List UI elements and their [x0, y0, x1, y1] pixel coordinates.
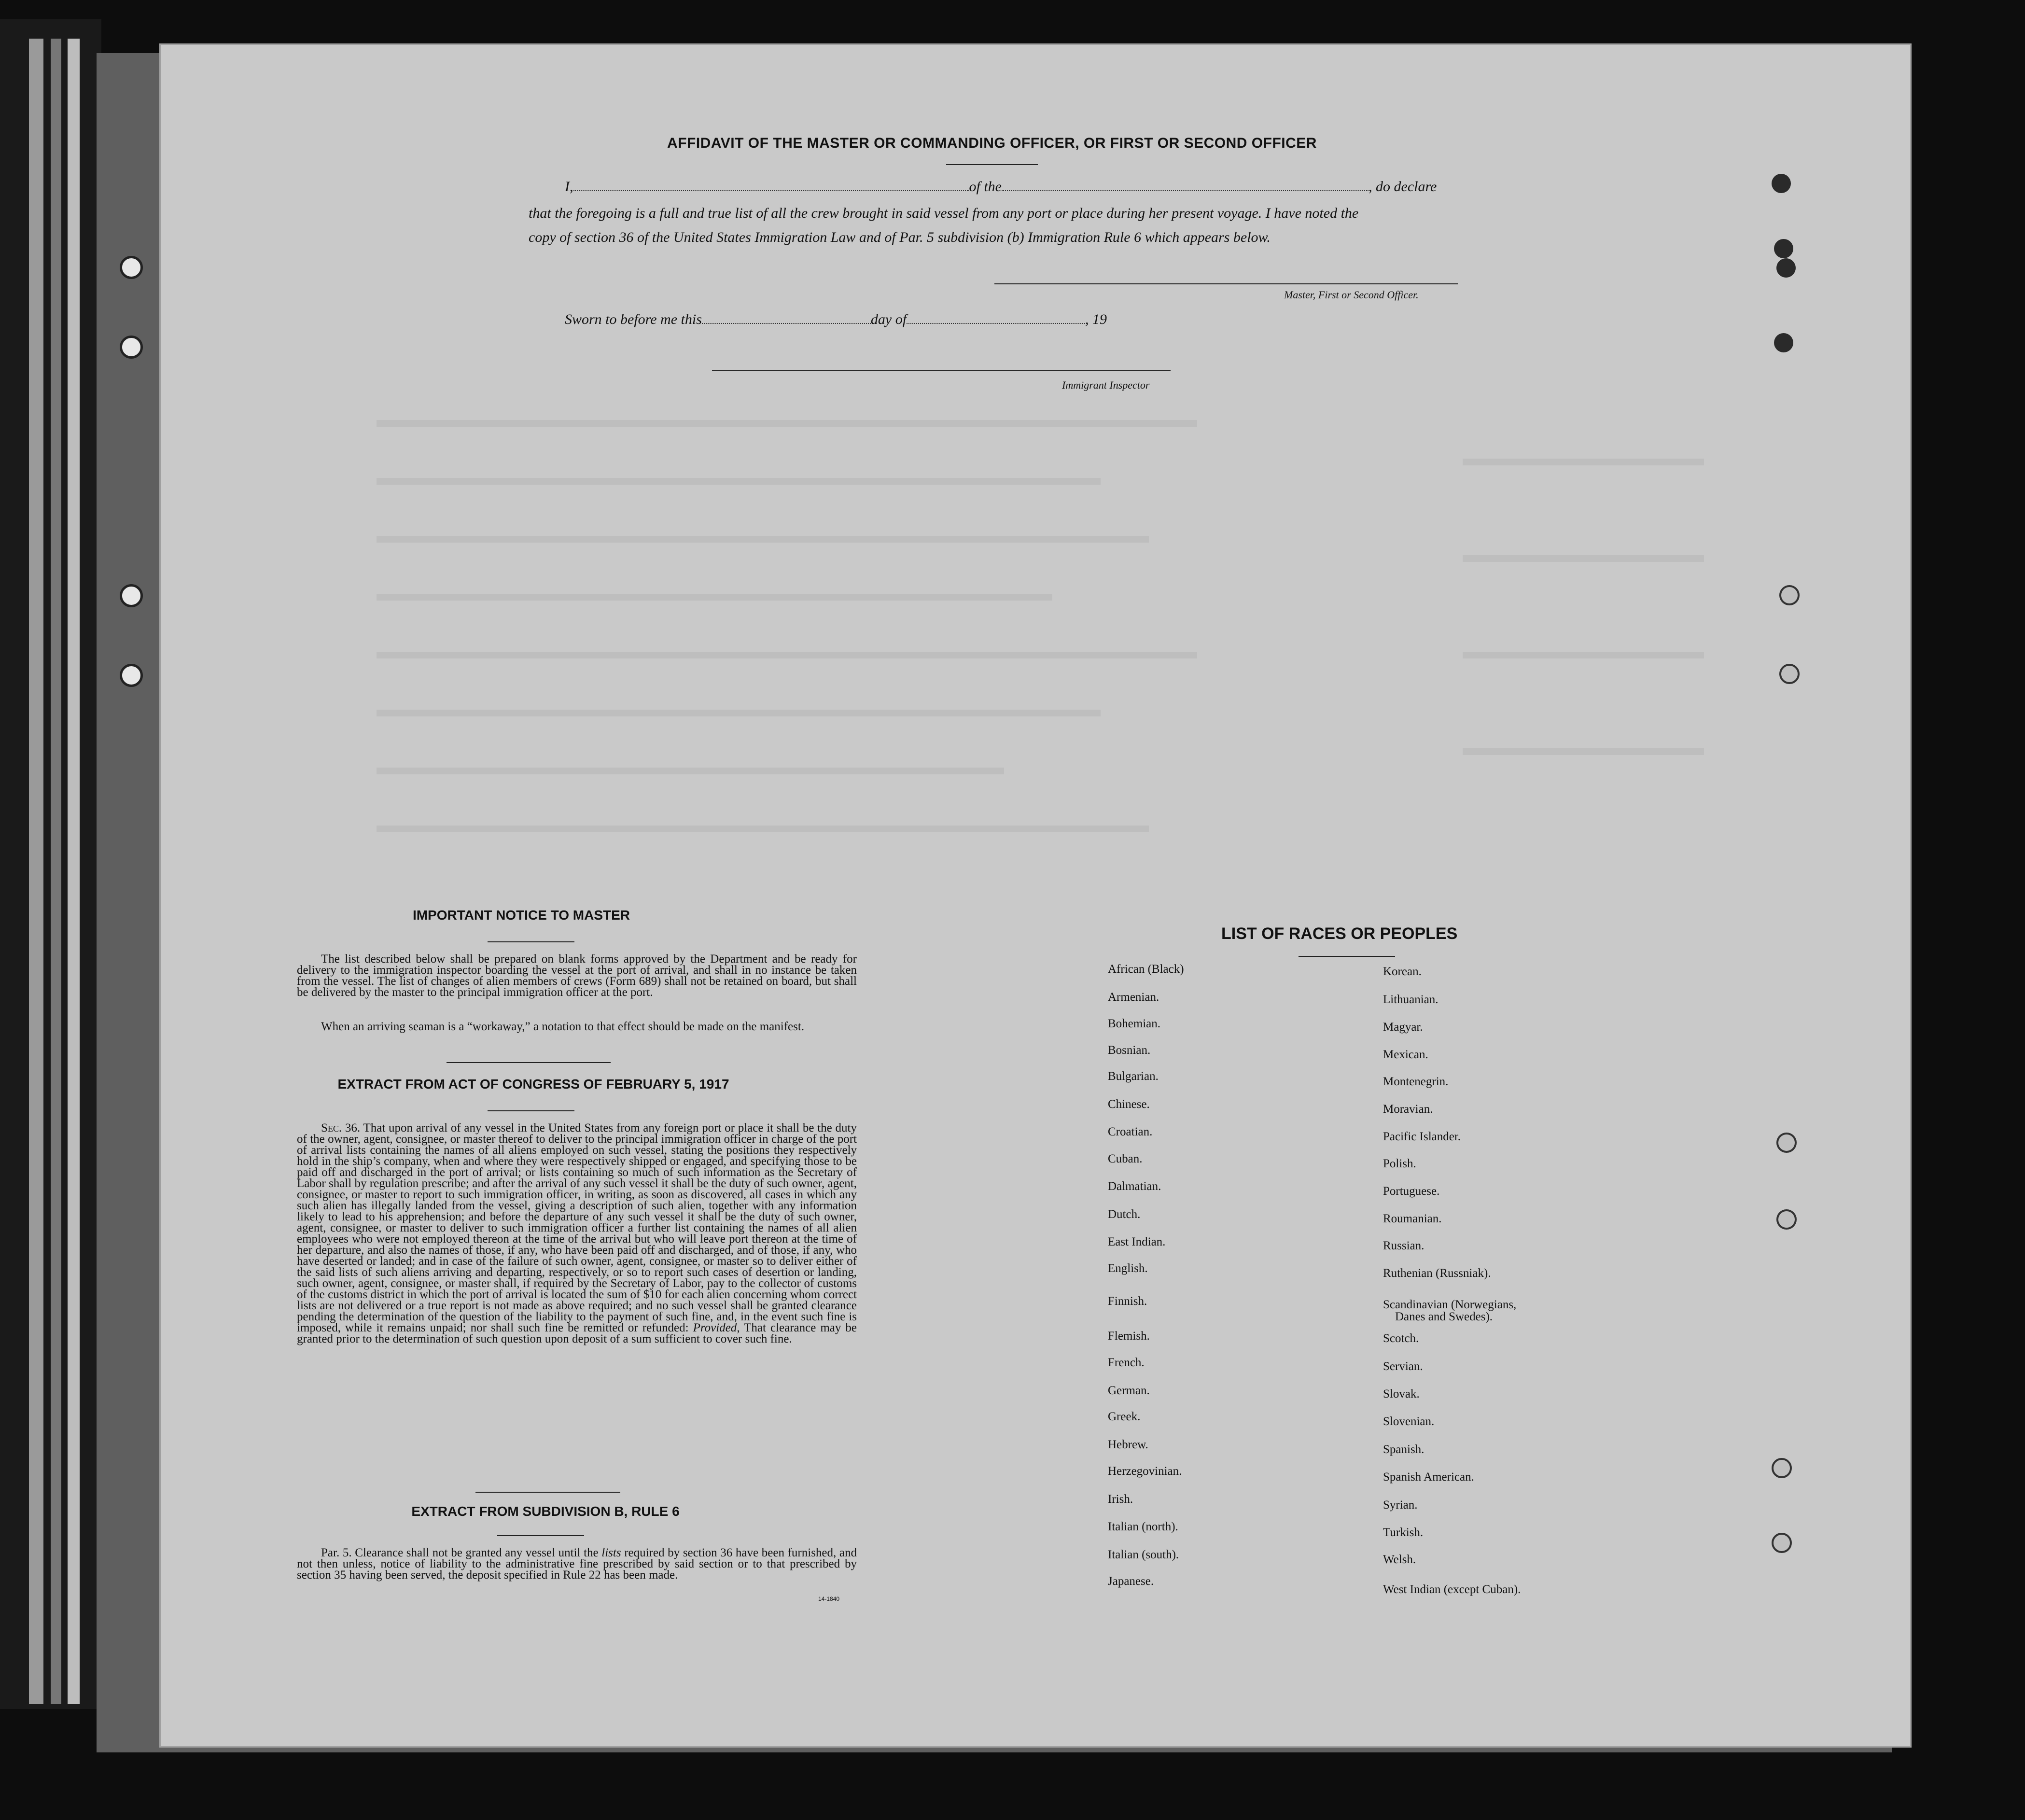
punch-hole	[120, 336, 143, 359]
race-item: Bulgarian.	[1108, 1070, 1159, 1083]
lists-word: lists	[601, 1546, 621, 1559]
race-item: Greek.	[1108, 1410, 1141, 1423]
rule6-paragraph	[297, 1547, 857, 1581]
race-item: Italian (south).	[1108, 1548, 1179, 1561]
heading-rule	[488, 1110, 574, 1111]
title-underline	[946, 164, 1038, 165]
act-body: That upon arrival of any vessel in the United States from any foreign port or place it shall be the duty of the owner, agent, consignee, or master thereof to deliver to the principal immigration officer in charge of the port of arrival lists containing the names of all aliens employed on such vessel, stating the positions they respectively hold in the ship’s company, when and where they were respectively shipped or engaged, and specifying those to be paid off and discharged in the port of arrival; or lists containing so much of such information as the Secretary of Labor shall by regulation prescribe; and after the arrival of any such vessel it shall be the duty of such owner, agent, consignee, or master to report to such immigration officer, in writing, as soon as discovered, all cases in which any such alien has illegally landed from the vessel, giving a description of such alien, together with any information likely to lead to his apprehension; and before the departure of any such vessel it shall be the duty of such owner, agent, consignee, or master to deliver to such immigration officer a further list containing the names of all alien employees who were not employed thereon at the time of the arrival but who will leave port thereon at the time of her departure, and also the names of those, if any, who have been paid off and discharged, and of those, if any, who have deserted or landed; and in case of the failure of such owner, agent, consignee, or master so to deliver either of the said lists of such aliens arriving and departing, respectively, or so to report such cases of desertion or landing, such owner, agent, consignee, or master shall, if required by the Secretary of Labor, pay to the collector of customs of the customs district in which the port of arrival is located the sum of $10 for each alien concerning whom correct lists are not delivered or a true report is not made as above required; and no such vessel shall be granted clearance pending the determination of the question of the liability to the payment of such fine, and, in the event such fine is imposed, while it remains unpaid; nor shall such fine be remitted or refunded:	[297, 1121, 857, 1334]
race-item: German.	[1108, 1384, 1150, 1397]
name-field[interactable]	[573, 180, 969, 191]
vessel-field[interactable]	[1002, 180, 1369, 191]
day-of-label: day of	[870, 311, 907, 327]
bleed-through	[1463, 748, 1704, 755]
bleed-through	[377, 826, 1149, 832]
year-prefix: , 19	[1085, 311, 1107, 327]
rule6-text-a: Par. 5. Clearance shall not be granted any vessel until the	[321, 1546, 599, 1559]
race-item: Scotch.	[1383, 1332, 1419, 1345]
race-item: Japanese.	[1108, 1575, 1154, 1588]
ink-blot	[1774, 239, 1793, 258]
race-item: Finnish.	[1108, 1295, 1147, 1308]
bleed-through	[377, 652, 1197, 658]
sworn-month-field[interactable]	[907, 312, 1085, 324]
race-item: Servian.	[1383, 1360, 1423, 1373]
act-heading: EXTRACT FROM ACT OF CONGRESS OF FEBRUARY 5, 1917	[337, 1077, 729, 1092]
section-label: Sec. 36.	[321, 1121, 361, 1134]
races-heading: LIST OF RACES OR PEOPLES	[1221, 924, 1458, 943]
race-item: Turkish.	[1383, 1526, 1424, 1539]
race-item: Herzegovinian.	[1108, 1465, 1182, 1478]
race-item: Mexican.	[1383, 1048, 1428, 1061]
affidavit-text-line: that the foregoing is a full and true list of all the crew brought in said vessel from any port or place during her present voyage. I have noted the	[529, 205, 1359, 221]
race-item: Ruthenian (Russniak).	[1383, 1267, 1491, 1280]
notice-paragraph: When an arriving seaman is a “workaway,” a notation to that effect should be made on the manifest.	[321, 1020, 805, 1033]
race-item: English.	[1108, 1262, 1148, 1275]
race-item: Bohemian.	[1108, 1017, 1161, 1030]
race-item: Lithuanian.	[1383, 993, 1438, 1006]
binder-strip	[51, 39, 61, 1704]
race-item: Cuban.	[1108, 1152, 1143, 1165]
bleed-through	[1463, 555, 1704, 562]
master-signature-label: Master, First or Second Officer.	[1284, 289, 1419, 301]
act-paragraph	[297, 1122, 857, 1344]
race-item: Russian.	[1383, 1239, 1424, 1252]
sworn-line	[565, 311, 1107, 328]
race-item: Italian (north).	[1108, 1520, 1178, 1533]
notice-heading: IMPORTANT NOTICE TO MASTER	[412, 908, 630, 923]
race-item: East Indian.	[1108, 1235, 1166, 1248]
bleed-through	[1463, 652, 1704, 658]
race-item: Korean.	[1383, 965, 1422, 978]
race-item: Flemish.	[1108, 1330, 1150, 1343]
bleed-through	[377, 768, 1004, 774]
race-item: African (Black)	[1108, 963, 1184, 976]
race-item: Moravian.	[1383, 1103, 1433, 1116]
rule6-heading: EXTRACT FROM SUBDIVISION B, RULE 6	[411, 1504, 680, 1519]
proviso-text: That clearance may be granted prior to the determination of such question upon deposit of a sum sufficient to cover such fine.	[297, 1321, 857, 1345]
binder-strip	[29, 39, 43, 1704]
race-item: West Indian (except Cuban).	[1383, 1583, 1521, 1596]
race-item: French.	[1108, 1356, 1145, 1369]
affidavit-text-line: copy of section 36 of the United States Immigration Law and of Par. 5 subdivision (b) Immigration Rule 6 which appears below.	[529, 229, 1271, 245]
race-item: Spanish American.	[1383, 1470, 1474, 1484]
race-item: Irish.	[1108, 1493, 1133, 1506]
punch-hole	[1772, 1458, 1792, 1478]
race-item: Scandinavian (Norwegians,	[1383, 1298, 1517, 1311]
race-item: Portuguese.	[1383, 1185, 1440, 1198]
race-item: Hebrew.	[1108, 1438, 1148, 1451]
race-item: Roumanian.	[1383, 1212, 1442, 1225]
heading-rule	[497, 1535, 584, 1536]
ink-blot	[1776, 258, 1796, 278]
ink-blot	[1772, 174, 1791, 193]
race-item: Slovak.	[1383, 1387, 1420, 1400]
inspector-signature-line[interactable]	[712, 370, 1171, 371]
proviso-word: Provided,	[693, 1321, 740, 1334]
punch-hole	[120, 256, 143, 279]
race-item: Magyar.	[1383, 1021, 1423, 1034]
binder-strip	[68, 39, 80, 1704]
heading-rule	[1299, 956, 1395, 957]
rule6-text-b: required by section 36 have been furnished, and not then unless, notice of liability to the administrative fine prescribed by said section or to that prescribed by section 35 having been served, the deposit specified in Rule 22 has been made.	[297, 1546, 857, 1582]
document-page	[159, 43, 1912, 1748]
race-item: Bosnian.	[1108, 1044, 1151, 1057]
race-item: Syrian.	[1383, 1498, 1418, 1512]
race-item-continuation: Danes and Swedes).	[1395, 1310, 1493, 1323]
race-item: Dalmatian.	[1108, 1180, 1161, 1193]
section-rule	[475, 1492, 620, 1493]
race-item: Pacific Islander.	[1383, 1130, 1461, 1143]
declare-label: , do declare	[1369, 179, 1437, 195]
race-item: Welsh.	[1383, 1553, 1416, 1566]
punch-hole	[120, 584, 143, 607]
race-item: Slovenian.	[1383, 1415, 1435, 1428]
bleed-through	[377, 594, 1052, 601]
notice-paragraph: The list described below shall be prepared on blank forms approved by the Department and be ready for delivery to the immigration inspector boarding the vessel at the port of arrival, and shall in no instance be taken from the vessel. The list of changes of alien members of crews (Form 689) shall not be retained on board, but shall be delivered by the master to the principal immigration officer at the port.	[297, 952, 857, 999]
race-item: Montenegrin.	[1383, 1075, 1449, 1088]
bleed-through	[377, 478, 1101, 485]
ink-blot	[1774, 333, 1793, 352]
punch-hole	[120, 664, 143, 687]
race-item: Spanish.	[1383, 1443, 1424, 1456]
sworn-day-field[interactable]	[702, 312, 871, 324]
punch-hole	[1779, 585, 1800, 605]
bleed-through	[377, 536, 1149, 543]
race-item: Armenian.	[1108, 991, 1159, 1004]
affidavit-declaration-line	[565, 179, 1437, 195]
sworn-label: Sworn to before me this	[565, 311, 702, 327]
bleed-through	[377, 710, 1101, 716]
punch-hole	[1779, 664, 1800, 684]
race-item: Polish.	[1383, 1157, 1416, 1170]
heading-rule	[488, 941, 574, 942]
section-rule	[447, 1062, 611, 1063]
i-label: I,	[565, 179, 573, 195]
inspector-signature-label: Immigrant Inspector	[1062, 379, 1150, 391]
punch-hole	[1772, 1533, 1792, 1553]
bleed-through	[1463, 459, 1704, 465]
affidavit-title: AFFIDAVIT OF THE MASTER OR COMMANDING OFFICER, OR FIRST OR SECOND OFFICER	[667, 135, 1317, 151]
form-number: 14-1840	[818, 1596, 840, 1602]
master-signature-line[interactable]	[994, 283, 1458, 284]
punch-hole	[1776, 1209, 1797, 1230]
race-item: Croatian.	[1108, 1125, 1153, 1138]
bleed-through	[377, 420, 1197, 427]
of-the-label: of the	[969, 179, 1002, 195]
race-item: Dutch.	[1108, 1208, 1141, 1221]
punch-hole	[1776, 1133, 1797, 1153]
race-item: Chinese.	[1108, 1098, 1150, 1111]
